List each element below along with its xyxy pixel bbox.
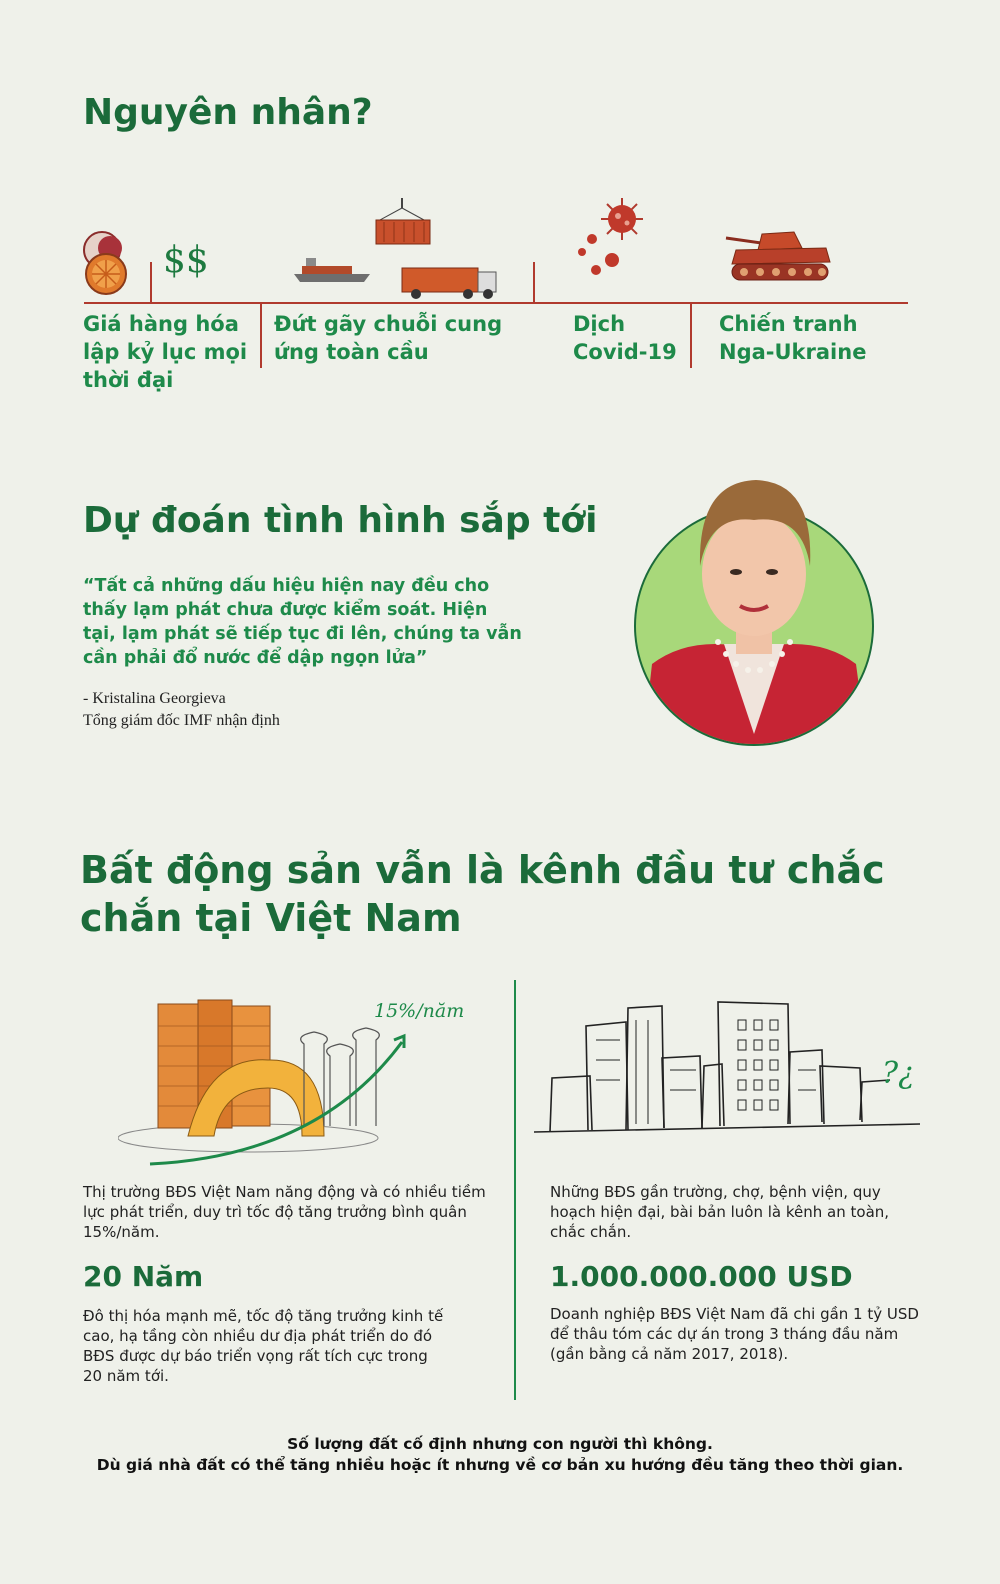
tank-icon [722,224,834,286]
question-marks: ?¿ [882,1056,915,1091]
timeline-tick [690,302,692,368]
cause-label: Đứt gãy chuỗi cung ứng toàn cầu [274,312,503,364]
cause-label: Giá hàng hóa lập kỷ lục mọi thời đại [83,312,248,392]
left-stat: 20 Năm [83,1260,204,1293]
virus-icon [574,196,654,286]
quote-author: - Kristalina Georgieva [83,690,226,707]
portrait-avatar [632,474,878,754]
left-text: Đô thị hóa mạnh mẽ, tốc độ tăng trưởng kinh tế cao, hạ tầng còn nhiều dư địa phát triển do đó BĐS được dự báo triển vọng rất tích cực trong 20 năm tới. [83,1307,444,1385]
dollar-icon: $$ [163,240,209,281]
timeline-axis [84,302,908,304]
right-text: Doanh nghiệp BĐS Việt Nam đã chi gần 1 tỷ USD để thâu tóm các dự án trong 3 tháng đầu năm (gần bằng cả năm 2017, 2018). [550,1305,919,1363]
footer-line-2: Dù giá nhà đất có thể tăng nhiều hoặc ít nhưng về cơ bản xu hướng đều tăng theo thời gian. [96,1456,904,1474]
timeline-tick [260,302,262,368]
forecast-quote: “Tất cả những dấu hiệu hiện nay đều cho thấy lạm phát chưa được kiểm soát. Hiện tại, lạm phát sẽ tiếp tục đi lên, chúng ta vẫn cần phải đổ nước để dập ngọn lửa” [83,576,522,668]
forecast-title: Dự đoán tình hình sắp tới [83,500,598,541]
right-intro: Những BĐS gần trường, chợ, bệnh viện, quy hoạch hiện đại, bài bản luôn là kênh an toàn, chắc chắn. [550,1183,890,1241]
cause-label: Chiến tranh Nga-Ukraine [719,312,867,364]
growth-note: 15%/năm [374,1000,465,1022]
left-intro: Thị trường BĐS Việt Nam năng động và có nhiều tiềm lực phát triển, duy trì tốc độ tăng trưởng bình quân 15%/năm. [83,1183,486,1241]
quote-author-role: Tổng giám đốc IMF nhận định [83,712,280,729]
footer-line-1: Số lượng đất cố định nhưng con người thì không. [287,1435,713,1453]
column-divider [514,980,516,1400]
timeline-tick [150,262,152,302]
city-sketch-illustration [530,1000,930,1146]
causes-title: Nguyên nhân? [83,92,373,133]
realestate-title: Bất động sản vẫn là kênh đầu tư chắc chắn tại Việt Nam [80,848,885,940]
fruit-icon [80,228,136,298]
cause-label: Dịch Covid-19 [573,312,677,364]
cargo-ship-truck-icon [290,196,500,302]
right-stat: 1.000.000.000 USD [550,1260,853,1293]
timeline-tick [533,262,535,302]
